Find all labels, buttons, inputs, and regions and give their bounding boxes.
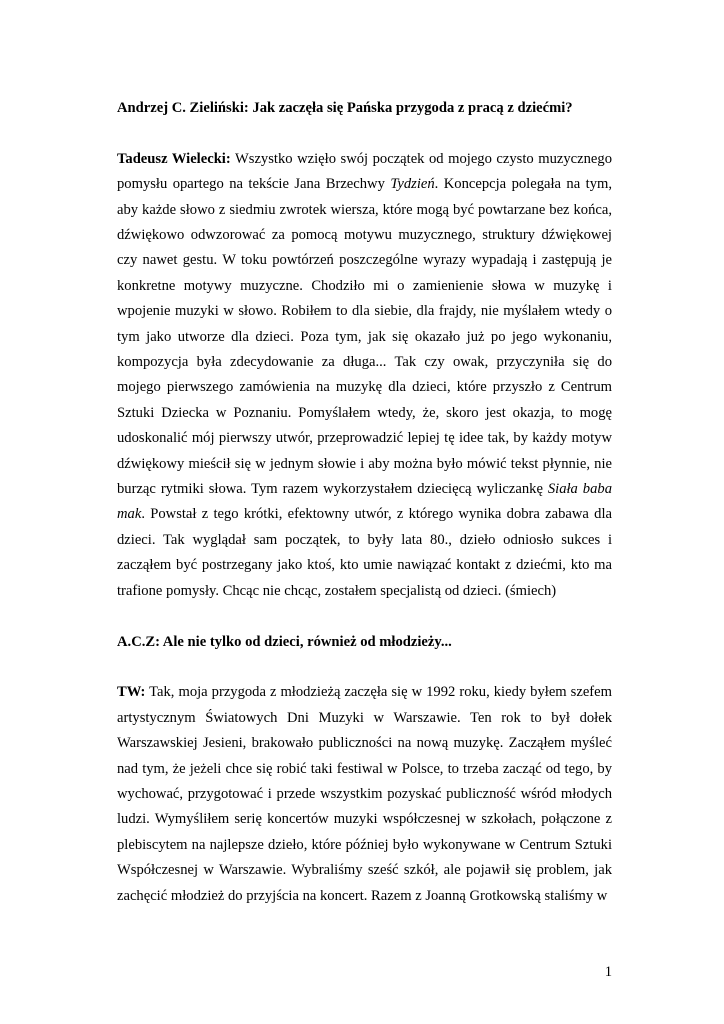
page-number: 1 [604, 964, 612, 980]
answer-text: . Powstał z tego krótki, efektowny utwór, z którego wynika dobra zabawa dla dzieci. Tak wyglądał sam początek, to były lata 80., dzieło odniosło sukces i zacząłem być postrzegany jako ktoś, kto umie nawiązać kontakt z dziećmi, kto ma trafione pomysły. Chcąc nie chcąc, zostałem specjalistą od dzieci. (śmiech) [117, 506, 612, 599]
work-title: Siała baba mak [117, 481, 612, 523]
speaker-name: TW: [117, 684, 146, 701]
work-title: Tydzień [390, 176, 435, 193]
answer-text: . Koncepcja polegała na tym, aby każde słowo z siedmiu zwrotek wiersza, które mogą być powtarzane bez końca, dźwiękowo odwzorować za pomocą motywu muzycznego, struktury dźwiękowej czy nawet gestu. W toku powtórzeń poszczególne wyrazy wypadają i zastępują je konkretne motywy muzyczne. Chodziło mi o zamienienie słowa w muzykę i wpojenie muzyki w słowo. Robiłem to dla siebie, dla frajdy, nie myślałem wtedy o tym jako utworze dla dzieci. Poza tym, jak się okazało już po jego wykonaniu, kompozycja była zdecydowanie za długa... Tak czy owak, przyczyniła się do mojego pierwszego zamówienia na muzykę dla dzieci, które przyszło z Centrum Sztuki Dziecka w Poznaniu. Pomyślałem wtedy, że, skoro jest okazja, to mogę udoskonalić mój pierwszy utwór, przeprowadzić lepiej tę idee tak, by każdy motyw dźwiękowy mieścił się w jednym słowie i aby można było mówić tekst płynnie, nie burząc rytmiki słowa. Tym razem wykorzystałem dziecięcą wyliczankę [117, 176, 612, 498]
paragraph-gap [117, 655, 612, 680]
question-2: A.C.Z: Ale nie tylko od dzieci, również od młodzieży... [117, 633, 452, 650]
speaker-name: Tadeusz Wielecki: [117, 150, 231, 167]
interview-text [117, 96, 612, 909]
question-1: Andrzej C. Zieliński: Jak zaczęła się Pańska przygoda z pracą z dziećmi? [117, 100, 573, 116]
paragraph-gap [117, 121, 612, 146]
answer-text: Wszystko wzięło swój początek od mojego czysto muzycznego pomysłu opartego na tekście Jana Brzechwy [117, 150, 612, 193]
paragraph-gap [117, 604, 612, 629]
answer-1 [117, 147, 612, 604]
answer-2 [117, 680, 612, 909]
answer-text: Tak, moja przygoda z młodzieżą zaczęła się w 1992 roku, kiedy byłem szefem artystycznym Światowych Dni Muzyki w Warszawie. Ten rok to był dołek Warszawskiej Jesieni, brakowało publiczności na nową muzykę. Zacząłem myśleć nad tym, że jeżeli chce się robić taki festiwal w Polsce, to trzeba zacząć od tego, by wychować, przygotować i przede wszystkim pozyskać publiczność wśród młodych ludzi. Wymyśliłem serię koncertów muzyki współczesnej w szkołach, połączone z plebiscytem na najlepsze dzieło, które później było wykonywane w Centrum Sztuki Współczesnej w Warszawie. Wybraliśmy sześć szkół, ale pojawił się problem, jak zachęcić młodzież do przyjścia na koncert. Razem z Joanną Grotkowską staliśmy w [117, 684, 612, 904]
